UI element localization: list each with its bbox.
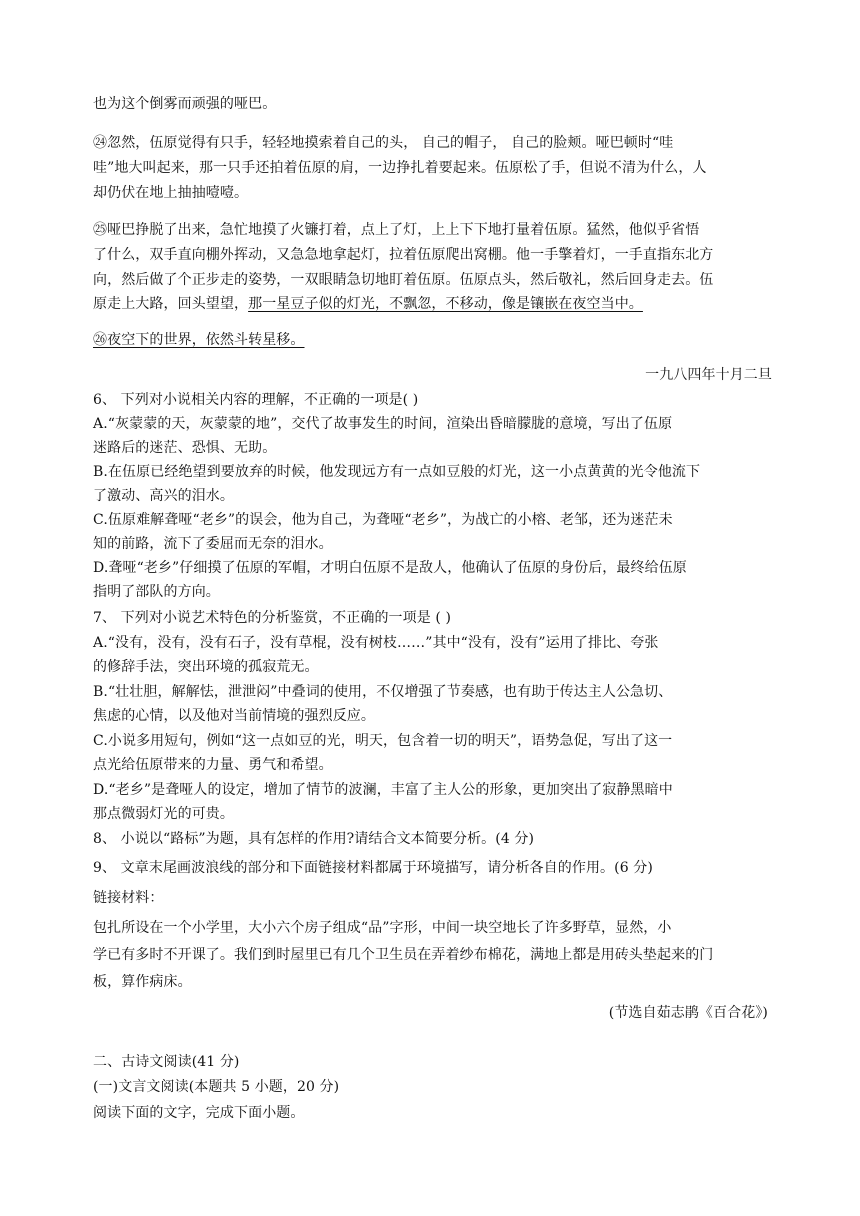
question-9: 9、 文章末尾画波浪线的部分和下面链接材料都属于环境描写，请分析各自的作用。(6 分) [93,860,653,876]
paragraph-23-tail: 也为这个倒雾而顽强的哑巴。 [93,96,277,112]
question-6-option-c-1: C.伍原难解聋哑“老乡”的误会，他为自己，为聋哑“老乡”，为战亡的小榕、老邹，还为迷茫未 [93,512,673,528]
question-7-option-a-1: A.“没有，没有，没有石子，没有草棍，没有树枝……”其中“没有，没有”运用了排比、夸张 [93,635,659,651]
link-material-line-3: 板，算作病床。 [93,974,192,990]
date-line: 一九八四年十月二旦 [645,367,772,383]
question-6-option-c-2: 知的前路，流下了委屈而无奈的泪水。 [93,536,333,552]
question-8: 8、 小说以“路标”为题，具有怎样的作用?请结合文本简要分析。(4 分) [93,831,535,847]
paragraph-25-line-2: 了什么，双手直向棚外挥动，又急急地拿起灯，拉着伍原爬出窝棚。他一手擎着灯，一手直指东北方 [93,247,714,263]
paragraph-24-line-2: 哇”地大叫起来，那一只手还拍着伍原的肩，一边挣扎着要起来。伍原松了手，但说不清为什么，人 [93,160,707,176]
question-7-option-c-1: C.小说多用短句，例如“这一点如豆的光，明天，包含着一切的明天”，语势急促，写出了这一 [93,733,673,749]
section-2-subheading: (一)文言文阅读(本题共 5 小题，20 分) [93,1079,340,1095]
question-7-option-d-1: D.“老乡”是聋哑人的设定，增加了情节的波澜，丰富了主人公的形象，更加突出了寂静黑暗中 [93,782,673,798]
question-7-option-c-2: 点光给伍原带来的力量、勇气和希望。 [93,757,333,773]
question-7-option-b-1: B.“壮壮胆，解解怯，泄泄闷”中叠词的使用，不仅增强了节奏感，也有助于传达主人公急切、 [93,684,673,700]
question-6-stem: 6、 下列对小说相关内容的理解，不正确的一项是( ) [93,392,419,408]
question-7-option-d-2: 那点微弱灯光的可贵。 [93,806,234,822]
paragraph-24-line-3: 却仍伏在地上抽抽噎噎。 [93,185,249,201]
question-6-option-b-2: 了激动、高兴的泪水。 [93,488,234,504]
question-6-option-b-1: B.在伍原已经绝望到要放弃的时候，他发现远方有一点如豆般的灯光，这一小点黄黄的光令他流下 [93,464,701,480]
paragraph-26 [93,330,773,350]
section-2-instruction: 阅读下面的文字，完成下面小题。 [93,1105,305,1121]
paragraph-25-line-4 [93,294,773,314]
paragraph-25-line-4-plain: 原走上大路，回头望望， [93,296,249,312]
question-7-option-b-2: 焦虑的心情，以及他对当前情境的强烈反应。 [93,708,375,724]
link-material-label: 链接材料： [93,890,164,906]
question-7-option-a-2: 的修辞手法，突出环境的孤寂荒无。 [93,659,319,675]
question-6-option-a-2: 迷路后的迷茫、恐惧、无助。 [93,440,277,456]
paragraph-24-line-1: ㉔忽然，伍原觉得有只手，轻轻地摸索着自己的头， 自己的帽子， 自己的脸颊。哑巴顿时“哇 [93,135,674,151]
link-material-line-1: 包扎所设在一个小学里，大小六个房子组成“品”字形，中间一块空地长了许多野草，显然，小 [93,920,672,936]
section-2-heading: 二、古诗文阅读(41 分) [93,1054,240,1070]
underlined-lamp-sentence: 那一星豆子似的灯光，不飘忽，不移动，像是镶嵌在夜空当中。 [248,296,643,312]
question-6-option-d-2: 指明了部队的方向。 [93,584,220,600]
question-7-stem: 7、 下列对小说艺术特色的分析鉴赏，不正确的一项是 ( ) [93,610,452,626]
source-citation: (节选自茹志鹃《百合花》) [608,1005,768,1021]
question-6-option-a-1: A.“灰蒙蒙的天，灰蒙蒙的地”，交代了故事发生的时间，渲染出昏暗朦胧的意境，写出了伍原 [93,416,673,432]
paragraph-26-text: ㉖夜空下的世界，依然斗转星移。 [93,332,305,348]
paragraph-25-line-3: 向，然后做了个正步走的姿势，一双眼睛急切地盯着伍原。伍原点头，然后敬礼，然后回身走去。伍 [93,272,714,288]
question-6-option-d-1: D.聋哑“老乡”仔细摸了伍原的军帽，才明白伍原不是敌人，他确认了伍原的身份后，最终给伍原 [93,560,687,576]
paragraph-25-line-1: ㉕哑巴挣脱了出来，急忙地摸了火镰打着，点上了灯，上上下下地打量着伍原。猛然，他似乎省悟 [93,222,700,238]
link-material-line-2: 学已有多时不开课了。我们到时屋里已有几个卫生员在弄着纱布棉花，满地上都是用砖头垫起来的门 [93,947,714,963]
